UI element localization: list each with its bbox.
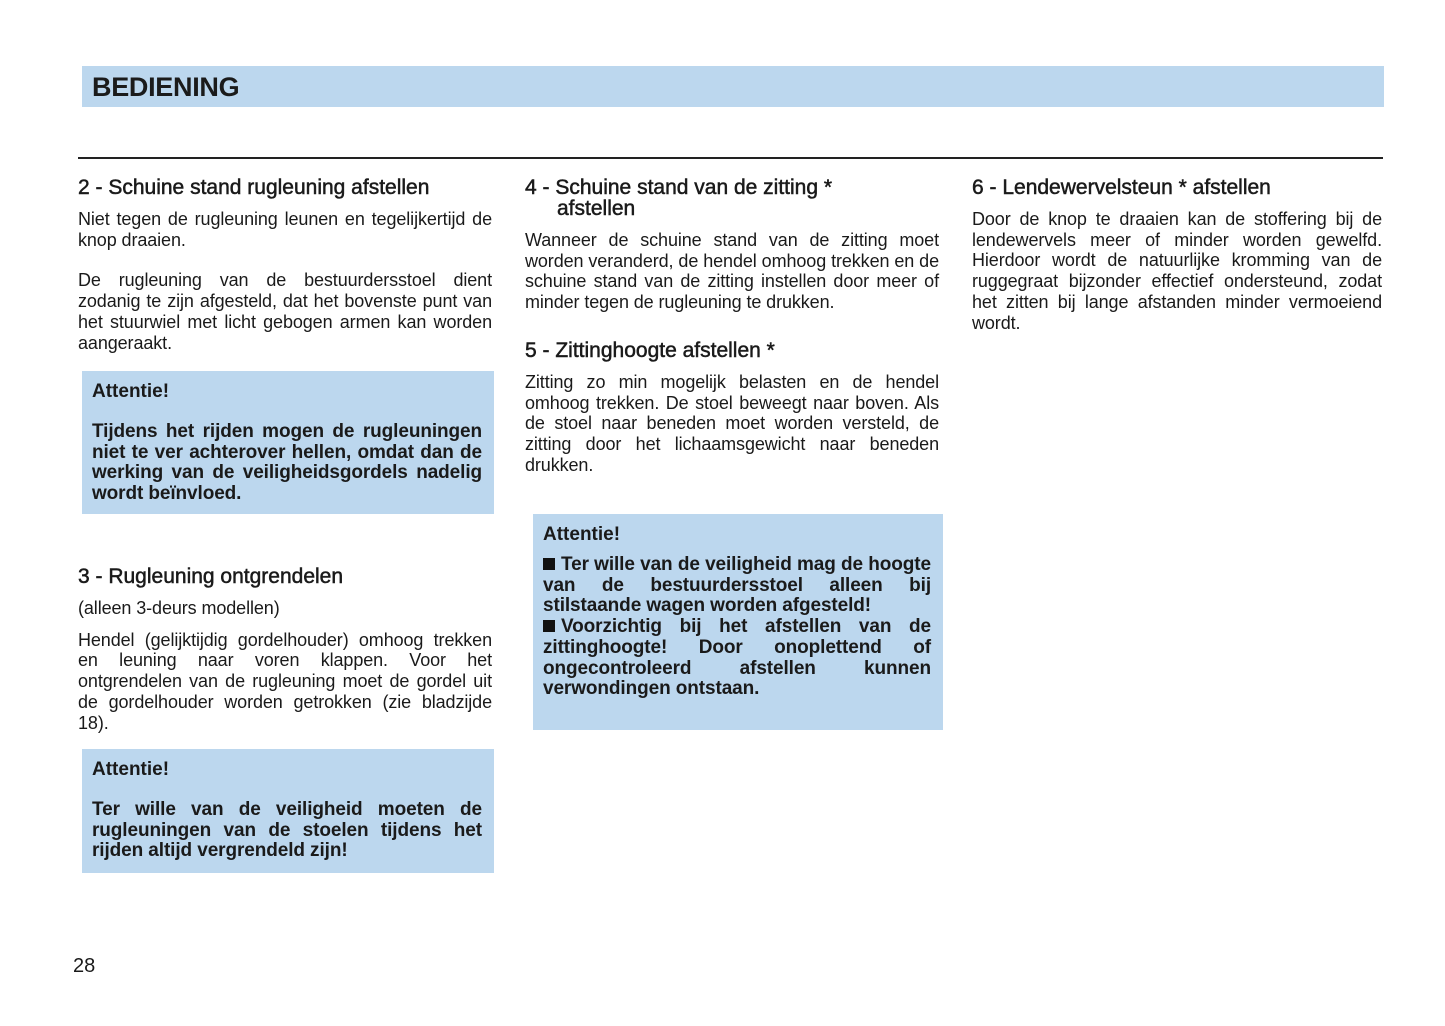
attention-text: Tijdens het rijden mogen de rugleuningen niet te ver achterover hellen, omdat dan de werking van de veiligheidsgordels nadelig wordt beïnvloed. bbox=[92, 421, 482, 505]
bullet-square-icon bbox=[543, 558, 555, 570]
column-3 bbox=[972, 177, 1382, 333]
divider bbox=[78, 157, 1383, 159]
attention-text: Voorzichtig bij het afstellen van de zittinghoogte! Door onoplettend of ongecontroleerd afstellen kunnen verwondingen ontstaan. bbox=[543, 616, 931, 700]
section-title: BEDIENING bbox=[92, 72, 240, 102]
attention-box bbox=[82, 371, 494, 514]
heading-5: 5 - Zittinghoogte afstellen * bbox=[525, 338, 775, 362]
heading-2: 2 - Schuine stand rugleuning afstellen bbox=[78, 176, 430, 199]
paragraph: Door de knop te draaien kan de stoffering bij de lendewervels meer of minder worden gewelfd. Hierdoor wordt de natuurlijke kromming van de ruggegraat bijzonder effectief ondersteund, zodat het zitten bij lange afstanden minder vermoeiend wordt. bbox=[972, 209, 1382, 333]
attention-item bbox=[543, 555, 931, 617]
paragraph: Hendel (gelijktijdig gordelhouder) omhoog trekken en leuning naar voren klappen. Voor het ontgrendelen van de rugleuning moet de gordel uit de gordelhouder worden getrokken (zie bladzijde 18). bbox=[78, 629, 492, 733]
attention-text: Ter wille van de veiligheid mag de hoogte van de bestuurdersstoel alleen bij stilstaande wagen worden afgesteld! bbox=[543, 554, 931, 617]
heading-6: 6 - Lendewervelsteun * afstellen bbox=[972, 176, 1271, 199]
page-number: 28 bbox=[73, 955, 96, 977]
paragraph: Niet tegen de rugleuning leunen en tegelijkertijd de knop draaien. bbox=[78, 209, 492, 250]
subtitle: (alleen 3-deurs modellen) bbox=[78, 598, 280, 618]
heading-4 bbox=[525, 177, 939, 219]
attention-box bbox=[82, 749, 494, 873]
attention-text: Ter wille van de veiligheid moeten de rugleuningen van de stoelen tijdens het rijden altijd vergrendeld zijn! bbox=[92, 799, 482, 862]
section-3 bbox=[78, 566, 492, 733]
heading-3: 3 - Rugleuning ontgrendelen bbox=[78, 565, 344, 588]
heading-line: 4 - Schuine stand van de zitting * bbox=[525, 176, 833, 199]
column-2 bbox=[525, 177, 939, 475]
paragraph: Wanneer de schuine stand van de zitting moet worden veranderd, de hendel omhoog trekken en de schuine stand van de zitting instellen door meer of minder tegen de rugleuning te drukken. bbox=[525, 230, 939, 313]
column-1 bbox=[78, 177, 492, 353]
attention-item bbox=[543, 617, 931, 700]
attention-box bbox=[533, 514, 943, 730]
paragraph: Zitting zo min mogelijk belasten en de hendel omhoog trekken. De stoel beweegt naar boven. Als de stoel naar beneden moet worden versteld, de zitting door het lichaamsgewicht naar beneden drukken. bbox=[525, 371, 939, 475]
bullet-square-icon bbox=[543, 620, 555, 632]
paragraph: De rugleuning van de bestuurdersstoel dient zodanig te zijn afgesteld, dat het bovenste punt van het stuurwiel met licht gebogen armen kan worden aangeraakt. bbox=[78, 270, 492, 353]
attention-title: Attentie! bbox=[543, 524, 621, 545]
attention-title: Attentie! bbox=[92, 381, 170, 402]
heading-line: afstellen bbox=[557, 197, 636, 220]
section-header bbox=[82, 66, 1384, 107]
attention-title: Attentie! bbox=[92, 759, 170, 780]
